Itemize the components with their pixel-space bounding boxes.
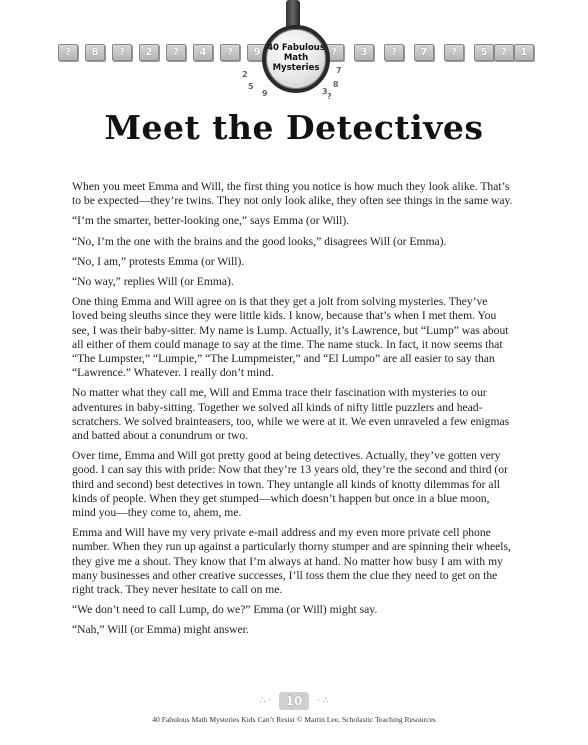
emblem-line: Math (283, 53, 309, 63)
scatter-digit: 8 (333, 80, 339, 89)
header-tile: ? (166, 44, 186, 61)
header-tile: 4 (193, 44, 213, 61)
paragraph: One thing Emma and Will agree on is that they get a jolt from solving mysteries. They’ve loved being sleuths since they were little kids. I know, because that’s when I met them. You see, I was their baby-sitter. My name is Lump. Actually, it’s Lawrence, but “Lump” was about all either of them could manage to say at the time. The name stuck. In fact, it now seems that “The Lumpster,” “Lumpie,” “The Lumpmeister,” and “El Lumpo” are all easier to say than “Lawrence.” Whatever. I really don’t mind. (72, 295, 509, 380)
header-tile: ? (112, 44, 132, 61)
scatter-digit: 2 (242, 70, 248, 79)
scatter-digit: 7 (336, 66, 342, 75)
magnifier-emblem-icon (262, 25, 330, 93)
header-tile: ? (494, 44, 514, 61)
paragraph: “No, I’m the one with the brains and the good looks,” disagrees Will (or Emma). (72, 234, 447, 248)
page-number-block (0, 692, 588, 710)
emblem-text (266, 43, 326, 73)
paragraph: “Nah,” Will (or Emma) might answer. (72, 623, 249, 637)
header-tile: ? (444, 44, 464, 61)
paragraph: “No, I am,” protests Emma (or Will). (72, 254, 245, 268)
decorative-dots-icon: · ∴ (317, 696, 329, 707)
footer-credit: 40 Fabulous Math Mysteries Kids Can’t Resist © Martin Lee, Scholastic Teaching Resources (152, 715, 436, 724)
paragraph: Emma and Will have my very private e-mail address and my even more private cell phone number. When they run up against a particularly thorny stumper and are spinning their wheels, they give me a shout. They know that I’m always at hand. No matter how busy I am with my many businesses and other creative successes, I’ll toss them the clue they need to get on the right track. They never hesitate to call on me. (72, 526, 511, 597)
paragraph: “We don’t need to call Lump, do we?” Emma (or Will) might say. (72, 603, 378, 617)
body-text (72, 180, 516, 644)
header-tile: 1 (514, 44, 534, 61)
header-tile: 9 (247, 44, 267, 61)
paragraph: Over time, Emma and Will got pretty good at being detectives. Actually, they’ve gotten very good. I can say this with pride: Now that they’re 13 years old, they’re the second and third (or third and second) best detectives in town. They untangle all kinds of knotty dilemmas for all kinds of people. When they get stumped—which doesn’t happen but once in a blue moon, mind you—they come to, ahem, me. (72, 449, 508, 520)
page-title: Meet the Detectives (104, 108, 484, 147)
scatter-digit: 5 (248, 82, 254, 91)
scatter-digit: 9 (262, 89, 268, 98)
header-tile: 2 (139, 44, 159, 61)
emblem-line: 40 Fabulous (267, 43, 325, 53)
paragraph: No matter what they call me, Will and Emma trace their fascination with mysteries to our adventures in baby-sitting. Together we solved all kinds of nifty little puzzlers and head-scratchers. We solved brainteasers, too, while we were at it. We even unraveled a few enigmas and batted about a conundrum or two. (72, 386, 510, 443)
scatter-digit: 3 (322, 87, 328, 96)
header-tile: 5 (474, 44, 494, 61)
decorative-dots-icon: ∴ · (259, 696, 271, 707)
header-tile: 7 (414, 44, 434, 61)
page-number: 10 (279, 692, 309, 710)
header-tile: ? (384, 44, 404, 61)
header-tile: ? (324, 44, 344, 61)
paragraph: When you meet Emma and Will, the first thing you notice is how much they look alike. That’s to be expected—they’re twins. They not only look alike, they often see things in the same way. (72, 180, 513, 208)
emblem-line: Mysteries (272, 63, 320, 73)
paragraph: “I’m the smarter, better-looking one,” says Emma (or Will). (72, 214, 350, 228)
header-tile: 3 (354, 44, 374, 61)
header-tile: 8 (85, 44, 105, 61)
paragraph: “No way,” replies Will (or Emma). (72, 275, 234, 289)
header-tile: ? (58, 44, 78, 61)
header-tile: ? (220, 44, 240, 61)
scatter-digit: ? (327, 92, 332, 101)
